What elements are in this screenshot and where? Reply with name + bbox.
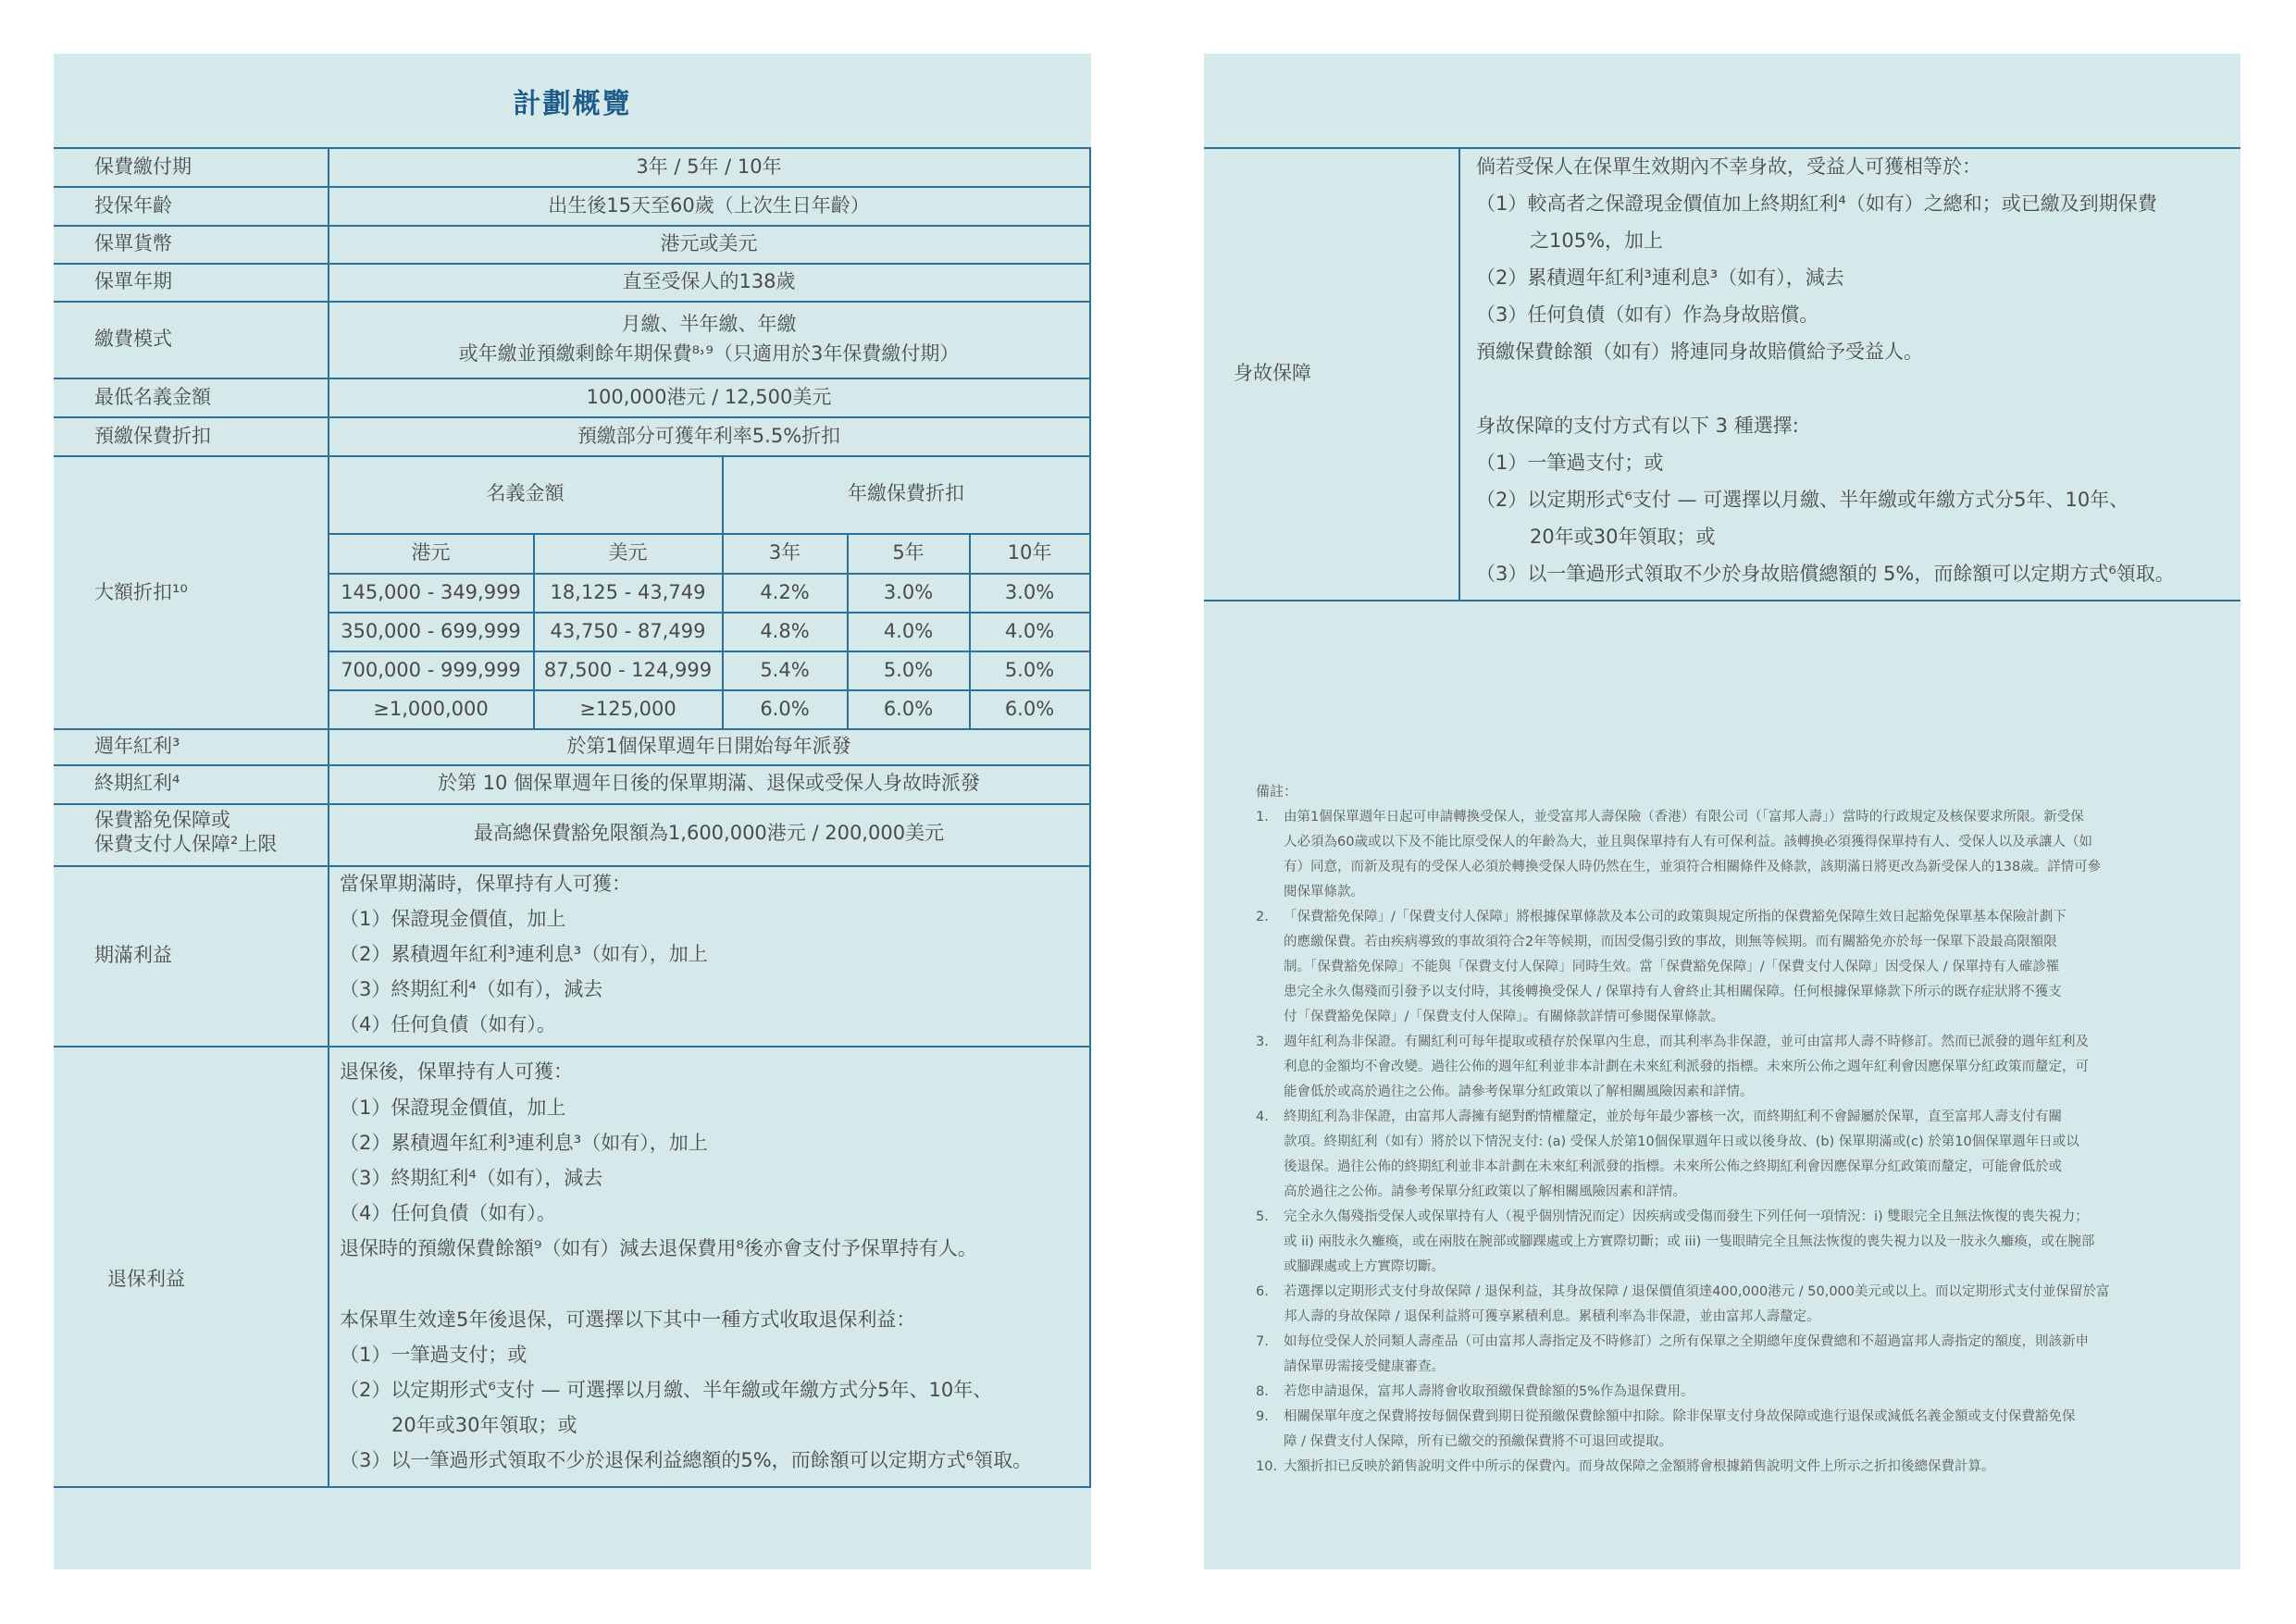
- surrender-line: （2）以定期形式⁶支付 — 可選擇以月繳、半年繳或年繳方式分5年、10年、: [340, 1379, 993, 1401]
- discount-cell: 43,750 - 87,499: [550, 620, 706, 642]
- note-line: 「保費豁免保障」/「保費支付人保障」將根據保單條款及本公司的政策與規定所指的保費豁免保障生效日起豁免保單基本保險計劃下: [1284, 910, 2066, 924]
- note-line: 邦人壽的身故保障 / 退保利益將可獲享累積利息。累積利率為非保證，並由富邦人壽釐定。: [1284, 1309, 1820, 1324]
- discount-cell: 4.0%: [883, 620, 934, 642]
- note-line: 若您申請退保，富邦人壽將會收取預繳保費餘額的5%作為退保費用。: [1284, 1384, 1694, 1399]
- note-number: 2.: [1256, 910, 1269, 924]
- row-value-payment-mode-1: 月繳、半年繳、年繳: [621, 313, 797, 335]
- surrender-line: （3）終期紅利⁴（如有），減去: [340, 1167, 603, 1189]
- discount-cell: 3.0%: [883, 581, 934, 603]
- surrender-line: 退保後，保單持有人可獲：: [340, 1060, 573, 1083]
- note-number: 3.: [1256, 1035, 1269, 1049]
- note-line: 週年紅利為非保證。有關紅利可每年提取或積存於保單內生息，而其利率為非保證，並可由富邦人壽不時修訂。然而已派發的週年紅利及: [1284, 1035, 2089, 1049]
- discount-cell: 3.0%: [1004, 581, 1055, 603]
- note-line: 完全永久傷殘指受保人或保單持有人（視乎個別情況而定）因疾病或受傷而發生下列任何一項情況：i) 雙眼完全且無法恢復的喪失視力；: [1284, 1209, 2089, 1224]
- note-item: [1256, 1405, 2181, 1455]
- row-label-waiver-2: 保費支付人保障²上限: [94, 833, 278, 855]
- death-line: 預繳保費餘額（如有）將連同身故賠償給予受益人。: [1476, 341, 1923, 363]
- note-number: 1.: [1256, 810, 1269, 824]
- discount-subheader: 3年: [768, 541, 801, 564]
- surrender-line: 本保單生效達5年後退保，可選擇以下其中一種方式收取退保利益：: [340, 1308, 916, 1331]
- note-number: 5.: [1256, 1209, 1269, 1224]
- discount-cell: 87,500 - 124,999: [543, 659, 713, 681]
- row-label-prepay-discount: 預繳保費折扣: [94, 425, 211, 447]
- row-value-currency: 港元或美元: [660, 232, 758, 254]
- note-line: 由第1個保單週年日起可申請轉換受保人，並受富邦人壽保險（香港）有限公司（「富邦人壽」）當時的行政規定及核保要求所限。新受保: [1284, 810, 2084, 824]
- note-number: 6.: [1256, 1284, 1269, 1299]
- surrender-line: （4）任何負債（如有）。: [340, 1202, 556, 1224]
- note-item: [1256, 805, 2181, 905]
- discount-header-notional: 名義金額: [486, 482, 565, 504]
- row-value-waiver: 最高總保費豁免限額為1,600,000港元 / 200,000美元: [473, 822, 945, 844]
- row-value-terminal-dividend: 於第 10 個保單週年日後的保單期滿、退保或受保人身故時派發: [437, 772, 981, 794]
- row-value-annual-dividend: 於第1個保單週年日開始每年派發: [566, 735, 851, 757]
- discount-cell: 6.0%: [883, 698, 934, 720]
- note-line: 人必須為60歲或以下及不能比原受保人的年齡為大，並且與保單持有人有可保利益。該轉換必須獲得保單持有人、受保人以及承讓人（如: [1284, 835, 2092, 849]
- note-line: 大額折扣已反映於銷售說明文件中所示的保費內。而身故保障之金額將會根據銷售說明文件上所示之折扣後總保費計算。: [1284, 1459, 1995, 1474]
- note-number: 10.: [1256, 1459, 1278, 1474]
- row-label-maturity: 期滿利益: [94, 944, 172, 966]
- row-label-surrender: 退保利益: [107, 1268, 185, 1290]
- death-line: （2）累積週年紅利³連利息³（如有），減去: [1476, 267, 1844, 289]
- death-line: （3）任何負債（如有）作為身故賠償。: [1476, 304, 1819, 326]
- death-line: 之105%，加上: [1530, 229, 1664, 252]
- note-item: [1256, 1380, 2181, 1405]
- row-label-death-benefit: 身故保障: [1234, 362, 1311, 384]
- discount-cell: 350,000 - 699,999: [341, 620, 521, 642]
- note-number: 9.: [1256, 1409, 1269, 1424]
- surrender-line: （3）以一筆過形式領取不少於退保利益總額的5%，而餘額可以定期方式⁶領取。: [340, 1449, 1033, 1471]
- row-value-prepay-discount: 預繳部分可獲年利率5.5%折扣: [577, 425, 841, 447]
- note-line: 高於過往之公佈。請參考保單分紅政策以了解相關風險因素和詳情。: [1284, 1184, 1686, 1199]
- row-value-issue-age: 出生後15天至60歲（上次生日年齡）: [548, 194, 870, 217]
- discount-cell: 4.2%: [760, 581, 810, 603]
- row-value-payment-mode-2: 或年繳並預繳剩餘年期保費⁸˒⁹（只適用於3年保費繳付期）: [458, 342, 960, 365]
- row-label-payment-mode: 繳費模式: [94, 328, 172, 350]
- death-line: 身故保障的支付方式有以下 3 種選擇:: [1476, 415, 1799, 437]
- note-item: [1256, 1105, 2181, 1205]
- discount-subheader: 美元: [608, 541, 648, 564]
- death-line: （1）一筆過支付；或: [1476, 452, 1664, 474]
- note-line: 的應繳保費。若由疾病導致的事故須符合2年等候期，而因受傷引致的事故，則無等候期。而有關豁免亦於每一保單下設最高限額限: [1284, 935, 2057, 949]
- note-line: 後退保。過往公佈的終期紅利並非本計劃在未來紅利派發的指標。未來所公佈之終期紅利會因應保單分紅政策而釐定，可能會低於或: [1284, 1159, 2062, 1174]
- note-item: [1256, 1455, 2181, 1480]
- row-label-waiver-1: 保費豁免保障或: [94, 809, 230, 831]
- page-title: 計劃概覽: [513, 88, 632, 120]
- row-label-terminal-dividend: 終期紅利⁴: [94, 772, 180, 794]
- row-label-annual-dividend: 週年紅利³: [94, 735, 180, 757]
- notes-title: 備註：: [1256, 783, 1298, 800]
- note-line: 相關保單年度之保費將按每個保費到期日從預繳保費餘額中扣除。除非保單支付身故保障或進行退保或減低名義金額或支付保費豁免保: [1284, 1409, 2076, 1424]
- maturity-line: （1）保證現金價值，加上: [340, 908, 566, 930]
- surrender-line: （1）保證現金價值，加上: [340, 1097, 566, 1119]
- discount-subheader: 10年: [1007, 541, 1052, 564]
- surrender-line: （2）累積週年紅利³連利息³（如有），加上: [340, 1132, 708, 1154]
- plan-overview-panel: [54, 54, 1091, 1569]
- row-label-currency: 保單貨幣: [94, 232, 172, 254]
- maturity-line: （3）終期紅利⁴（如有），減去: [340, 978, 603, 1000]
- note-item: [1256, 1205, 2181, 1280]
- note-number: 8.: [1256, 1384, 1269, 1399]
- discount-cell: 700,000 - 999,999: [341, 659, 521, 681]
- discount-cell: 18,125 - 43,749: [550, 581, 706, 603]
- note-line: 能會低於或高於過往之公佈。請參考保單分紅政策以了解相關風險因素和詳情。: [1284, 1085, 1754, 1099]
- row-label-large-discount: 大額折扣¹⁰: [94, 581, 188, 603]
- discount-header-annual: 年繳保費折扣: [848, 482, 964, 504]
- death-line: （3）以一筆過形式領取不少於身故賠償總額的 5%，而餘額可以定期方式⁶領取。: [1476, 563, 2175, 585]
- note-line: 障 / 保費支付人保障，所有已繳交的預繳保費將不可退回或提取。: [1284, 1434, 1673, 1449]
- discount-cell: ≥125,000: [579, 698, 676, 720]
- discount-cell: 4.8%: [760, 620, 810, 642]
- note-line: 或 ii) 兩肢永久癱瘓，或在兩肢在腕部或腳踝處或上方實際切斷；或 iii) 一隻眼睛完全且無法恢復的喪失視力以及一肢永久癱瘓，或在腕部: [1284, 1234, 2095, 1249]
- death-line: （2）以定期形式⁶支付 — 可選擇以月繳、半年繳或年繳方式分5年、10年、: [1476, 489, 2129, 511]
- discount-subheader: 港元: [411, 541, 451, 564]
- death-line: 倘若受保人在保單生效期內不幸身故，受益人可獲相等於：: [1476, 155, 1981, 178]
- surrender-line: 退保時的預繳保費餘額⁹（如有）減去退保費用⁸後亦會支付予保單持有人。: [340, 1237, 977, 1259]
- note-number: 7.: [1256, 1334, 1269, 1349]
- note-line: 請保單毋需接受健康審查。: [1284, 1359, 1445, 1374]
- row-value-policy-term: 直至受保人的138歲: [622, 270, 796, 292]
- note-line: 或腳踝處或上方實際切斷。: [1284, 1259, 1445, 1274]
- discount-cell: 6.0%: [760, 698, 810, 720]
- note-item: [1256, 905, 2181, 1030]
- note-line: 閱保單條款。: [1284, 885, 1364, 899]
- note-line: 有）同意，而新及現有的受保人必須於轉換受保人時仍然在生，並須符合相關條件及條款，該期滿日將更改為新受保人的138歲。詳情可參: [1284, 860, 2102, 874]
- note-line: 利息的金額均不會改變。過往公佈的週年紅利並非本計劃在未來紅利派發的指標。未來所公佈之週年紅利會因應保單分紅政策而釐定，可: [1284, 1060, 2089, 1074]
- row-label-payment-term: 保費繳付期: [94, 155, 192, 178]
- note-item: [1256, 1280, 2181, 1330]
- death-line: 20年或30年領取；或: [1530, 526, 1716, 548]
- discount-cell: 4.0%: [1004, 620, 1055, 642]
- note-item: [1256, 1330, 2181, 1380]
- note-line: 如每位受保人於同類人壽產品（可由富邦人壽指定及不時修訂）之所有保單之全期總年度保費總和不超過富邦人壽指定的額度，則該新申: [1284, 1334, 2089, 1349]
- discount-cell: 5.0%: [883, 659, 934, 681]
- note-line: 若選擇以定期形式支付身故保障 / 退保利益，其身故保障 / 退保價值須達400,000港元 / 50,000美元或以上。而以定期形式支付並保留於富: [1284, 1284, 2110, 1299]
- discount-subheader: 5年: [892, 541, 925, 564]
- note-line: 終期紅利為非保證，由富邦人壽擁有絕對酌情權釐定，並於每年最少審核一次，而終期紅利不會歸屬於保單，直至富邦人壽支付有關: [1284, 1110, 2062, 1124]
- discount-cell: 5.0%: [1004, 659, 1055, 681]
- row-value-min-amount: 100,000港元 / 12,500美元: [586, 386, 832, 408]
- surrender-line: 20年或30年領取；或: [391, 1414, 577, 1436]
- note-line: 付「保費豁免保障」/「保費支付人保障」。有關條款詳情可參閱保單條款。: [1284, 1010, 1725, 1024]
- note-line: 款項。終期紅利（如有）將於以下情況支付: (a) 受保人於第10個保單週年日或以後身故、(b) 保單期滿或(c) 於第10個保單週年日或以: [1284, 1134, 2079, 1149]
- note-number: 4.: [1256, 1110, 1269, 1124]
- note-line: 患完全永久傷殘而引發予以支付時，其後轉換受保人 / 保單持有人會終止其相關保障。任何根據保單條款下所示的既存症狀將不獲支: [1284, 985, 2062, 999]
- row-label-issue-age: 投保年齡: [94, 194, 172, 217]
- note-item: [1256, 1030, 2181, 1105]
- surrender-line: （1）一筆過支付；或: [340, 1344, 527, 1366]
- death-line: （1）較高者之保證現金價值加上終期紅利⁴（如有）之總和；或已繳及到期保費: [1476, 192, 2157, 215]
- discount-cell: 5.4%: [760, 659, 810, 681]
- discount-cell: 145,000 - 349,999: [341, 581, 521, 603]
- row-label-min-amount: 最低名義金額: [94, 386, 211, 408]
- discount-cell: 6.0%: [1004, 698, 1055, 720]
- maturity-line: （4）任何負債（如有）。: [340, 1013, 556, 1035]
- maturity-line: （2）累積週年紅利³連利息³（如有），加上: [340, 943, 708, 965]
- death-benefit-notes-panel: [1204, 54, 2240, 1569]
- discount-cell: ≥1,000,000: [373, 698, 489, 720]
- row-value-payment-term: 3年 / 5年 / 10年: [636, 155, 782, 178]
- maturity-line: 當保單期滿時，保單持有人可獲：: [340, 873, 631, 895]
- note-line: 制。「保費豁免保障」不能與「保費支付人保障」同時生效。當「保費豁免保障」/「保費支付人保障」因受保人 / 保單持有人確診罹: [1284, 960, 2060, 974]
- row-label-policy-term: 保單年期: [94, 270, 172, 292]
